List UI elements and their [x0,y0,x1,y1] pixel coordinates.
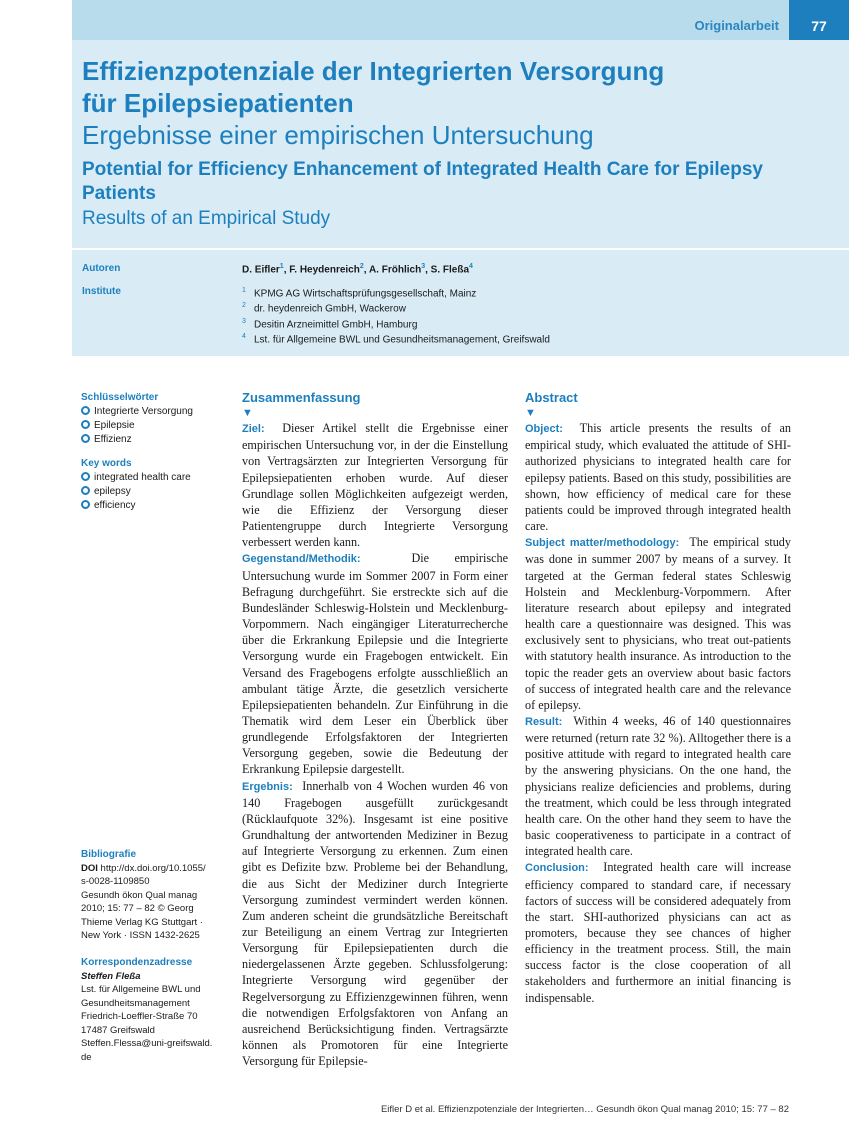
abstract-paragraph: Object: This article presents the results of an empirical study, which evaluated the attitude of SHI-authorized physicians to integrated health care for epilepsy patients. Based on this study, possibilities are shown, how efficiency of medical care for these patients could be improved through integrated health care. [525,421,792,534]
bib-line: New York · ISSN 1432-2625 [81,930,200,941]
header-band [72,0,849,40]
bib-line: s-0028-1109850 [81,876,150,887]
subtitle-english: Results of an Empirical Study [82,208,331,229]
email-link[interactable]: de [81,1051,92,1063]
keywords-de-title: Schlüsselwörter [81,392,159,403]
meta-block [72,250,849,356]
authors-label: Autoren [82,263,121,274]
address-line: Friedrich-Loeffler-Straße 70 [81,1011,198,1022]
section-label: Originalarbeit [694,18,779,33]
keywords-en-list [81,471,191,513]
keyword-item: Integrierte Versorgung [81,405,193,419]
abstract-paragraph: Ergebnis: Innerhalb von 4 Wochen wurden 46 von 140 Fragebogen ausgefüllt zurückgesandt (Rücklaufquote 32%). Insgesamt ist eine positive Grundhaltung der antwortenden Mediziner in Bezug auf Integrierte Versorgung zu erkennen. Zum einen gibt es Defizite bzw. Probleme bei der Behandlung, die aus Sicht der Mediziner durch Integrierte Versorgung zumindest vermindert werden können. Zum anderen scheint die grundsätzliche Bereitschaft zur Beteiligung an einem Vertrag zur Integrierten Versorgung für Epilepsiepatienten durch die niedergelassenen Ärzte gegeben. Schlussfolgerung: Integrierte Versorgung wird gegenüber der Regelversorgung zu Effizienzgewinnen führen, wenn die notwendigen Erfolgsfaktoren von Anfang an ausreichend Berücksichtigung finden. Vertragsärzte können als Promotoren für eine Integrierte Versorgung für Epilepsie- [242,778,509,1069]
institute-item: $^1$ KPMG AG Wirtschaftsprüfungsgesellschaft, Mainz [242,287,477,300]
subtitle-german: Ergebnisse einer empirischen Untersuchung [82,120,594,150]
abstract-english [525,390,791,1006]
title-english: Potential for Efficiency Enhancement of Integrated Health Care for Epilepsy Patients [82,159,763,204]
keywords-en-title: Key words [81,458,132,469]
keyword-item: integrated health care [81,471,191,485]
address-line: Lst. für Allgemeine BWL und [81,984,201,995]
page-footer: Eifler D et al. Effizienzpotenziale der Integrierten… Gesundh ökon Qual manag 2010; 15: 77 – 82 [380,1104,789,1115]
keyword-item: epilepsy [81,485,191,499]
keyword-item: Effizienz [81,433,193,447]
abstract-paragraph: Gegenstand/Methodik: Die empirische Untersuchung wurde im Sommer 2007 in Form einer Befragung durchgeführt. Sie erstreckte sich auf die Bundesländer Schleswig-Holstein und Mecklenburg-Vorpommern. Nach eingängiger Literaturrecherche über die Erkrankung Epilepsie und die Integrierte Versorgung wurde ein Fragebogen entwickelt. Ein Versand des Fragebogens erfolgte ausschließlich an ambulant tätige Ärzte, die gesetzlich versicherte Epilepsiepatienten behandeln. Zur Einführung in die Thematik wird dem Leser ein Überblick über grundlegende Erfolgsfaktoren der Integrierten Versorgung gegeben, sowie die Bedeutung der Erkrankung Epilepsie dargestellt. [242,551,508,777]
address-line: 17487 Greifswald [81,1024,155,1036]
institute-item: $^4$ Lst. für Allgemeine BWL und Gesundheitsmanagement, Greifswald [242,332,550,346]
correspondence [81,956,231,1064]
institute-item: $^3$ Desitin Arzneimittel GmbH, Hamburg [242,317,418,330]
abstract-german [242,390,508,1069]
doi-link[interactable]: http://dx.doi.org/10.1055/ [100,862,206,874]
abstract-en-heading: Abstract [525,390,578,405]
arrow-down-icon: ▼ [242,407,253,420]
institute-list [242,285,550,346]
institutes-label: Institute [82,286,121,297]
page-number: 77 [789,0,849,40]
author: F. Heydenreich [289,264,360,276]
abstract-paragraph: Ziel: Dieser Artikel stellt die Ergebnisse einer empirischen Untersuchung vor, in der die Einstellung von Vertragsärzten zur Integrierten Versorgung für Epilepsiepatienten erhoben wurde. Auf dieser Grundlage sollen Möglichkeiten aufgezeigt werden, wie die Effizienz der Versorgung dieser Patientengruppe durch Integrierte Versorgung verbessert werden kann. [242,421,508,550]
address-line: Gesundheitsmanagement [81,997,190,1009]
bib-line: Thieme Verlag KG Stuttgart · [81,916,203,928]
doi-label: DOI [81,862,98,874]
title-block [72,40,849,248]
author: S. Fleßa [430,264,470,276]
bibliography-title: Bibliografie [81,849,137,860]
institute-item: $^2$ dr. heydenreich GmbH, Wackerow [242,302,406,315]
email-link[interactable]: Steffen.Flessa@uni-greifswald. [81,1038,213,1049]
author-list: D. Eifler$^1$, F. Heydenreich$^2$, A. Fröhlich$^3$, S. Fleßa$^4$ [242,263,473,276]
abstract-paragraph: Subject matter/methodology: The empirical study was done in summer 2007 by means of a survey. It targeted at the German federal states Schleswig Holstein and Mecklenburg-Vorpommern. After literature research about epilepsy and integrated health care a questionnaire was designed. This was exclusively sent to physicians, who treat out-patients with statutory health insurance. As introduction to the topic the reader gets an overview about basic factors of success of integrated health care and the relevance of epilepsy. [525,535,791,712]
abstract-de-heading: Zusammenfassung [242,390,361,405]
abstract-paragraph: Conclusion: Integrated health care will increase efficiency compared to standard care, if necessary factors of success will be considered adequately from the start. SHI-authorized physicians can act as promoters, because they see chances of higher efficiency in the treatment process. Still, the main success factor is the close cooperation of all stakeholders and furthermore an initial financing is indispensable. [525,860,792,1005]
correspondence-title: Korrespondenzadresse [81,957,193,968]
keyword-item: Epilepsie [81,419,193,433]
arrow-down-icon: ▼ [525,407,536,420]
bib-line: Gesundh ökon Qual manag [81,889,198,901]
title-german: Effizienzpotenziale der Integrierten Versorgung für Epilepsiepatienten [82,56,665,118]
correspondence-name: Steffen Fleßa [81,970,141,982]
author: A. Fröhlich [368,264,422,276]
author: D. Eifler [242,264,280,276]
bibliography [81,848,231,943]
keywords-de-list [81,405,193,447]
bib-line: 2010; 15: 77 – 82 © Georg [81,903,194,914]
abstract-paragraph: Result: Within 4 weeks, 46 of 140 questionnaires were returned (return rate 32 %). Alltogether there is a positive attitude with regard to integrated health care by the answering physicians. On the one hand, the physicians realize deficiencies and problems, during the treatment, which could be less through integrated health care. On the other hand they seem to have the basic cooperativeness to participate in a contract of integrated health care. [525,713,792,859]
keyword-item: efficiency [81,499,191,513]
